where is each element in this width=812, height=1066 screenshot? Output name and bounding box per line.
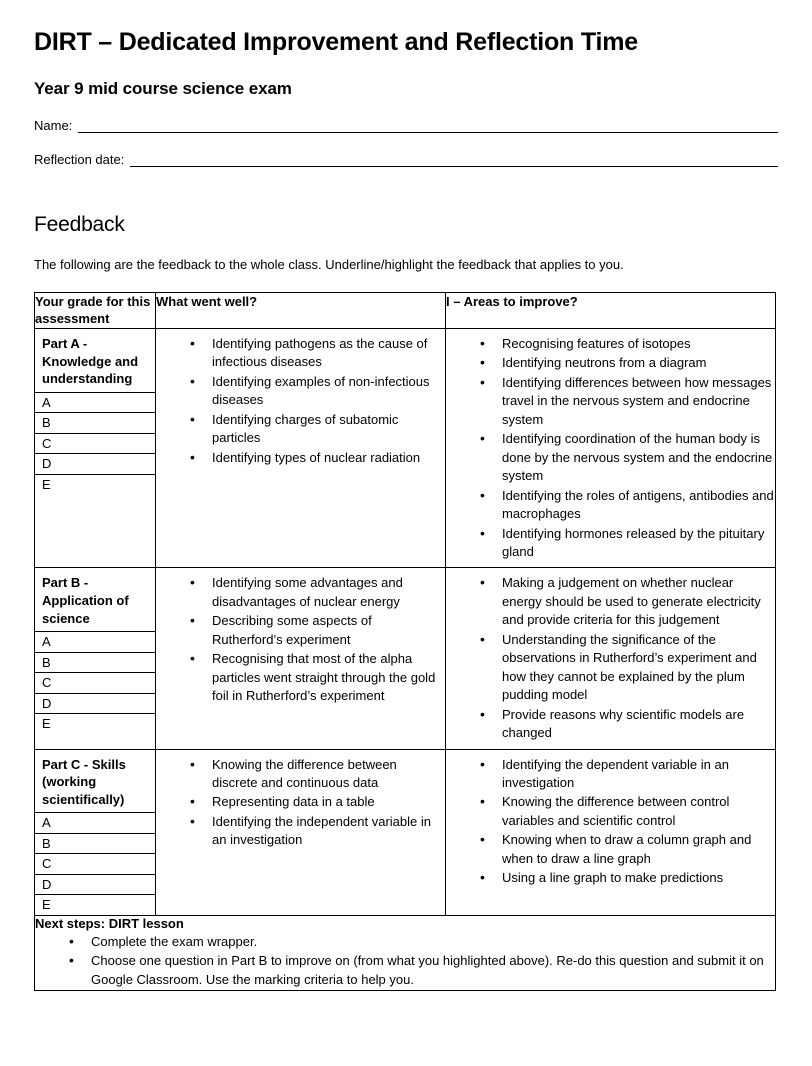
table-header-row <box>35 292 776 328</box>
reflection-date-input[interactable] <box>130 154 778 167</box>
grade-option-c-c[interactable]: C <box>35 854 155 875</box>
list-item[interactable]: • Choose one question in Part B to improve on (from what you highlighted above). Re-do this question and submit it on Google Classroom. Use the marking criteria to help you. <box>69 952 775 989</box>
grade-option-c-e[interactable]: E <box>42 897 51 913</box>
www-cell-part-a <box>156 329 446 568</box>
grade-option-c-b[interactable]: B <box>35 833 155 854</box>
grade-option-c-d[interactable]: D <box>35 874 155 895</box>
table-row <box>35 749 776 915</box>
www-cell-part-b <box>156 568 446 749</box>
grade-option-b-c[interactable]: C <box>35 673 155 694</box>
list-item[interactable]: • Making a judgement on whether nuclear energy should be used to generate electricity and provide criteria for this judgement <box>480 574 775 629</box>
improve-cell-part-b <box>446 568 776 749</box>
feedback-heading: Feedback <box>34 213 125 237</box>
name-field-row <box>34 119 778 133</box>
improve-cell-part-c <box>446 749 776 915</box>
grade-cell-part-b <box>35 568 156 749</box>
grade-option-b-b[interactable]: B <box>35 652 155 673</box>
table-row-next-steps <box>35 915 776 990</box>
name-field-label: Name: <box>34 117 73 133</box>
list-item[interactable]: • Knowing the difference between discrete and continuous data <box>190 756 445 793</box>
list-item[interactable]: • Identifying the roles of antigens, antibodies and macrophages <box>480 487 775 524</box>
list-item[interactable]: • Identifying some advantages and disadvantages of nuclear energy <box>190 574 445 611</box>
list-item[interactable]: • Identifying differences between how messages travel in the nervous system and endocrine system <box>480 374 775 429</box>
list-item[interactable]: • Using a line graph to make predictions <box>480 869 775 887</box>
list-item[interactable]: • Describing some aspects of Rutherford’s experiment <box>190 612 445 649</box>
part-label-b: Part B - Application of science <box>35 568 155 631</box>
list-item[interactable]: • Identifying hormones released by the pituitary gland <box>480 525 775 562</box>
column-header-grade: Your grade for this assessment <box>35 292 156 328</box>
table-row <box>35 329 776 568</box>
feedback-table <box>34 292 776 991</box>
list-item[interactable]: • Recognising that most of the alpha particles went straight through the gold foil in Rutherford’s experiment <box>190 650 445 705</box>
www-list-part-b <box>156 574 445 705</box>
improve-list-part-c <box>446 756 775 888</box>
part-label-c: Part C - Skills (working scientifically) <box>35 750 155 813</box>
next-steps-title: Next steps: DIRT lesson <box>35 915 184 931</box>
list-item[interactable]: • Identifying the independent variable in an investigation <box>190 813 445 850</box>
www-list-part-a <box>156 335 445 467</box>
list-item[interactable]: • Identifying charges of subatomic particles <box>190 411 445 448</box>
reflection-date-field-label: Reflection date: <box>34 152 125 168</box>
column-header-what-went-well: What went well? <box>156 292 446 328</box>
list-item[interactable]: • Knowing the difference between control variables and scientific control <box>480 793 775 830</box>
improve-list-part-b <box>446 574 775 742</box>
grade-option-a-c[interactable]: C <box>35 433 155 454</box>
page-title: DIRT – Dedicated Improvement and Reflection Time <box>34 28 638 56</box>
grade-option-b-d[interactable]: D <box>35 693 155 714</box>
list-item[interactable]: • Recognising features of isotopes <box>480 335 775 353</box>
list-item[interactable]: • Identifying examples of non-infectious diseases <box>190 373 445 410</box>
page-subtitle: Year 9 mid course science exam <box>34 78 292 98</box>
list-item[interactable]: • Understanding the significance of the observations in Rutherford’s experiment and how they cannot be explained by the plum pudding model <box>480 631 775 705</box>
grade-option-a-e[interactable]: E <box>42 476 51 492</box>
name-input[interactable] <box>78 120 778 133</box>
grade-option-b-a[interactable]: A <box>35 632 155 653</box>
grade-option-c-a[interactable]: A <box>35 813 155 834</box>
list-item[interactable]: • Identifying neutrons from a diagram <box>480 354 775 372</box>
www-cell-part-c <box>156 749 446 915</box>
list-item[interactable]: • Identifying pathogens as the cause of infectious diseases <box>190 335 445 372</box>
next-steps-cell <box>35 915 776 990</box>
www-list-part-c <box>156 756 445 850</box>
grade-option-a-b[interactable]: B <box>35 413 155 434</box>
table-body <box>35 329 776 991</box>
next-steps-list <box>35 933 775 989</box>
list-item[interactable]: • Identifying types of nuclear radiation <box>190 449 445 467</box>
list-item[interactable]: • Identifying the dependent variable in an investigation <box>480 756 775 793</box>
list-item[interactable]: • Complete the exam wrapper. <box>69 933 775 951</box>
list-item[interactable]: • Provide reasons why scientific models are changed <box>480 706 775 743</box>
grade-option-a-a[interactable]: A <box>35 392 155 413</box>
list-item[interactable]: • Knowing when to draw a column graph and when to draw a line graph <box>480 831 775 868</box>
improve-cell-part-a <box>446 329 776 568</box>
improve-list-part-a <box>446 335 775 561</box>
grade-selector-part-c <box>35 750 155 915</box>
grade-cell-part-c <box>35 749 156 915</box>
grade-selector-part-a <box>35 329 155 494</box>
grade-option-b-e[interactable]: E <box>42 716 51 732</box>
list-item[interactable]: • Representing data in a table <box>190 793 445 811</box>
grade-selector-part-b <box>35 568 155 733</box>
part-label-a: Part A - Knowledge and understanding <box>35 329 155 392</box>
table-row <box>35 568 776 749</box>
reflection-date-field-row <box>34 153 778 167</box>
column-header-areas-to-improve: I – Areas to improve? <box>446 292 776 328</box>
grade-cell-part-a <box>35 329 156 568</box>
list-item[interactable]: • Identifying coordination of the human body is done by the nervous system and the endocrine system <box>480 430 775 485</box>
feedback-intro-text: The following are the feedback to the whole class. Underline/highlight the feedback that applies to you. <box>34 257 624 273</box>
grade-option-a-d[interactable]: D <box>35 454 155 475</box>
